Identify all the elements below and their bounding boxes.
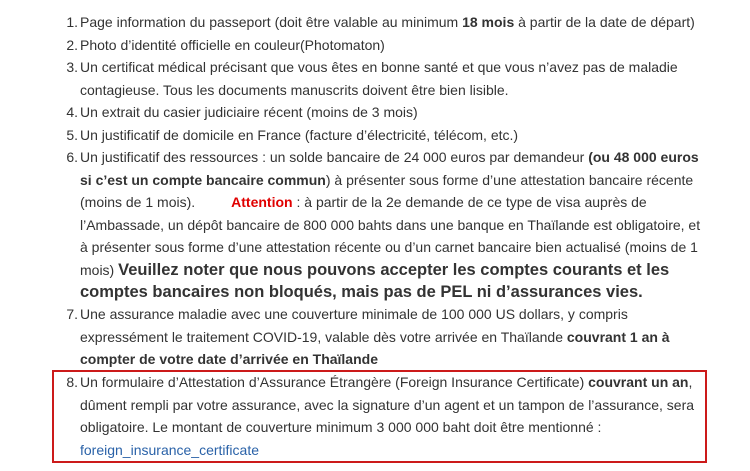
foreign-insurance-certificate-link[interactable]: foreign_insurance_certificate xyxy=(80,441,259,458)
item-text-tail: : à partir de la 2e demande de ce type de visa auprès de l’Ambassade, un dépôt bancaire de 800 000 bahts dans une banque en Thaïlande est obligatoire, et à présenter sous forme d’une attestation récente ou d’un carnet bancaire bien actualisé (moins de 1 mois) xyxy=(80,194,701,278)
list-item-3 xyxy=(66,56,692,101)
item-text-tail: , dûment rempli par votre assurance, avec la signature d’un agent et un tampon de l’assurance, sera obligatoire. Le montant de couverture minimum 3 000 000 baht doit être mentionné : xyxy=(80,374,695,435)
item-text: Un extrait du casier judiciaire récent (moins de 3 mois) xyxy=(80,104,418,120)
item-bold-text: couvrant 1 an à compter de votre date d’arrivée en Thaïlande xyxy=(80,328,670,367)
item-text-tail: à partir de la date de départ) xyxy=(514,14,695,30)
item-bold-text: 18 mois xyxy=(462,14,515,30)
list-item-7 xyxy=(66,303,680,371)
item-text: Photo d’identité officielle en couleur(Photomaton) xyxy=(80,36,385,53)
list-number: 2. xyxy=(66,36,78,53)
list-item-5 xyxy=(66,124,705,147)
list-number: 1. xyxy=(66,14,78,30)
important-notice: Veuillez noter que nous pouvons accepter les comptes courants et les comptes bancaires non bloqués, mais pas de PEL ni d’assurances vies. xyxy=(80,260,670,301)
item-text: Un justificatif de domicile en France (facture d’électricité, télécom, etc.) xyxy=(80,126,519,143)
item-text: Une assurance maladie avec une couverture minimale de 100 000 US dollars, y compris expressément le traitement COVID-19, valable dès votre arrivée en Thaïlande xyxy=(80,306,628,345)
list-item-2 xyxy=(66,34,705,57)
list-item-4 xyxy=(66,101,705,124)
item-text: Un justificatif des ressources : un solde bancaire de 24 000 euros par demandeur xyxy=(80,149,589,165)
list-item-6 xyxy=(66,146,705,304)
item-text: Page information du passeport (doit être valable au minimum xyxy=(80,14,463,30)
item-bold-text: (ou 48 000 euros si c’est un compte bancaire commun xyxy=(80,149,699,188)
list-number: 4. xyxy=(66,104,78,120)
list-number: 7. xyxy=(66,306,78,322)
list-item-8 xyxy=(66,371,698,461)
item-text: Un certificat médical précisant que vous êtes en bonne santé et que vous n’avez pas de maladie contagieuse. Tous les documents manuscrits doivent être bien lisible. xyxy=(80,59,678,98)
attention-label: Attention xyxy=(231,194,293,210)
item-text: Un formulaire d’Attestation d’Assurance Étrangère (Foreign Insurance Certificate) xyxy=(80,374,589,390)
list-item-1 xyxy=(66,11,705,34)
list-number: 5. xyxy=(66,126,78,143)
list-number: 6. xyxy=(66,149,78,165)
item-bold-text: couvrant un an xyxy=(588,374,689,390)
list-number: 3. xyxy=(66,59,78,75)
item-text-mid: ) à présenter sous forme d’une attestation bancaire récente (moins de 1 mois). xyxy=(80,171,694,210)
list-number: 8. xyxy=(66,374,78,390)
